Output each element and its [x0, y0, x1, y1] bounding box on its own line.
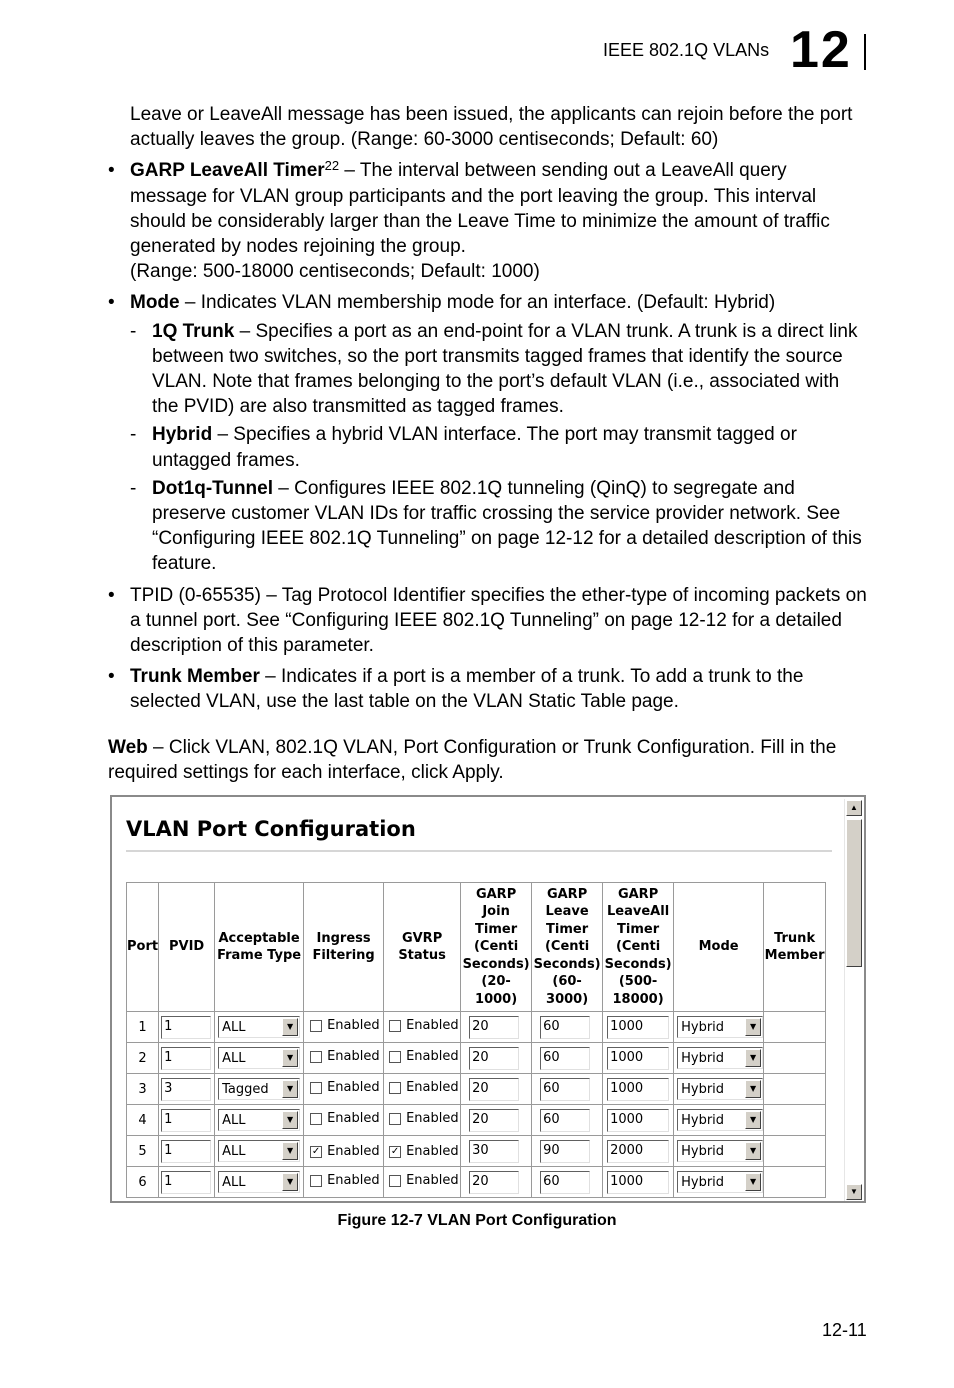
leaveall-timer-input[interactable]: 1000: [607, 1016, 669, 1039]
trunk-member-cell: [764, 1074, 826, 1105]
leaveall-timer-cell: [603, 1012, 674, 1043]
bullet-marker: •: [108, 666, 115, 688]
dash-hybrid: [108, 422, 868, 472]
leaveall-timer-input[interactable]: 2000: [607, 1140, 669, 1163]
checkbox-label: Enabled: [327, 1049, 380, 1065]
gvrp-cell: [384, 1136, 461, 1167]
ingress-cell: [304, 1136, 384, 1167]
col-garp-join-timer: GARP Join Timer (Centi Seconds) (20-1000): [461, 883, 532, 1012]
scroll-thumb[interactable]: [846, 819, 862, 967]
bullet-marker: •: [108, 160, 115, 182]
trunk-member-cell: [764, 1012, 826, 1043]
header-row: [127, 883, 826, 1012]
dropdown-arrow-icon[interactable]: ▼: [282, 1049, 298, 1067]
pvid-cell: [159, 1012, 215, 1043]
mode-cell: [674, 1167, 764, 1198]
body-text: [108, 102, 868, 785]
col-ingress-filtering: Ingress Filtering: [304, 883, 384, 1012]
leaveall-timer-input[interactable]: 1000: [607, 1078, 669, 1101]
leave-timer-input[interactable]: 60: [540, 1016, 590, 1039]
join-timer-cell: [461, 1012, 532, 1043]
dropdown-arrow-icon[interactable]: ▼: [745, 1049, 761, 1067]
checkbox-label: Enabled: [406, 1111, 459, 1127]
pvid-input[interactable]: 1: [161, 1109, 211, 1132]
join-timer-input[interactable]: 30: [469, 1140, 519, 1163]
pvid-input[interactable]: 1: [161, 1171, 211, 1194]
col-garp-leaveall-timer: GARP LeaveAll Timer (Centi Seconds) (500- 18000): [603, 883, 674, 1012]
table-row: [127, 1074, 826, 1105]
dropdown-arrow-icon[interactable]: ▼: [282, 1111, 298, 1129]
leaveall-timer-cell: [603, 1167, 674, 1198]
trunk-member-cell: [764, 1043, 826, 1074]
ingress-filtering-checkbox[interactable]: [310, 1175, 322, 1187]
frame-type-cell: [215, 1012, 304, 1043]
pvid-cell: [159, 1167, 215, 1198]
term: Dot1q-Tunnel: [152, 477, 274, 499]
mode-select[interactable]: Hybrid ▼: [677, 1016, 763, 1038]
dropdown-arrow-icon[interactable]: ▼: [745, 1018, 761, 1036]
bullet-trunk-member: [108, 664, 868, 714]
pvid-cell: [159, 1105, 215, 1136]
mode-select[interactable]: Hybrid ▼: [677, 1171, 763, 1193]
term: GARP LeaveAll Timer: [130, 160, 325, 182]
mode-select[interactable]: Hybrid ▼: [677, 1109, 763, 1131]
vlan-port-configuration-screenshot: [110, 795, 866, 1203]
leaveall-timer-cell: [603, 1105, 674, 1136]
leaveall-timer-cell: [603, 1074, 674, 1105]
gvrp-cell: [384, 1167, 461, 1198]
ingress-filtering-checkbox[interactable]: [310, 1051, 322, 1063]
frame-type-select[interactable]: ALL ▼: [218, 1016, 300, 1038]
frame-type-cell: [215, 1074, 304, 1105]
pvid-cell: [159, 1136, 215, 1167]
col-trunk-member: Trunk Member: [764, 883, 826, 1012]
term: Web: [108, 736, 148, 758]
dropdown-arrow-icon[interactable]: ▼: [745, 1142, 761, 1160]
bullet-marker: •: [108, 292, 115, 314]
leaveall-timer-input[interactable]: 1000: [607, 1171, 669, 1194]
scroll-up-icon[interactable]: ▲: [846, 800, 862, 816]
port-cell: 1: [127, 1012, 159, 1043]
frame-type-cell: [215, 1043, 304, 1074]
footnote-ref: 22: [324, 158, 340, 174]
join-timer-cell: [461, 1074, 532, 1105]
frame-type-cell: [215, 1105, 304, 1136]
dropdown-arrow-icon[interactable]: ▼: [745, 1111, 761, 1129]
join-timer-input[interactable]: 20: [469, 1047, 519, 1070]
ingress-cell: [304, 1012, 384, 1043]
join-timer-cell: [461, 1043, 532, 1074]
gvrp-cell: [384, 1074, 461, 1105]
frame-type-select[interactable]: Tagged ▼: [218, 1078, 300, 1100]
gvrp-status-checkbox[interactable]: [389, 1113, 401, 1125]
dropdown-arrow-icon[interactable]: ▼: [282, 1142, 298, 1160]
pvid-input[interactable]: 1: [161, 1047, 211, 1070]
col-garp-leave-timer: GARP Leave Timer (Centi Seconds) (60-3000): [532, 883, 603, 1012]
leave-timer-input[interactable]: 60: [540, 1109, 590, 1132]
leave-timer-cell: [532, 1043, 603, 1074]
dash-marker: -: [130, 424, 137, 446]
leave-timer-input[interactable]: 90: [540, 1140, 590, 1163]
frame-type-select[interactable]: ALL ▼: [218, 1171, 300, 1193]
checkbox-label: Enabled: [406, 1144, 459, 1160]
description: – Indicates if a port is a member of a trunk. To add a trunk to the selected VLAN, use the last table on the VLAN Static Table page.: [130, 666, 804, 713]
leave-timer-cell: [532, 1136, 603, 1167]
trunk-member-cell: [764, 1167, 826, 1198]
ingress-filtering-checkbox[interactable]: ✓: [311, 1145, 321, 1157]
range: (Range: 500-18000 centiseconds; Default: 1000): [130, 261, 540, 283]
mode-cell: [674, 1074, 764, 1105]
chapter-number: 12: [790, 21, 852, 79]
join-timer-cell: [461, 1136, 532, 1167]
paragraph-continued: Leave or LeaveAll message has been issued, the applicants can rejoin before the port actually leaves the group. (Range: 60-3000 centiseconds; Default: 60): [130, 104, 853, 151]
frame-type-select[interactable]: ALL ▼: [218, 1109, 300, 1131]
join-timer-input[interactable]: 20: [469, 1078, 519, 1101]
leaveall-timer-input[interactable]: 1000: [607, 1047, 669, 1070]
pvid-input[interactable]: 1: [161, 1140, 211, 1163]
gvrp-status-checkbox[interactable]: [389, 1051, 401, 1063]
pvid-input[interactable]: 3: [161, 1078, 211, 1101]
join-timer-input[interactable]: 20: [469, 1171, 519, 1194]
frame-type-select[interactable]: ALL ▼: [218, 1047, 300, 1069]
mode-cell: [674, 1136, 764, 1167]
ingress-filtering-checkbox[interactable]: [310, 1020, 322, 1032]
port-cell: 3: [127, 1074, 159, 1105]
dash-dot1q-tunnel: [108, 476, 868, 577]
table-row: [127, 1136, 826, 1167]
bullet-marker: •: [108, 584, 115, 606]
col-pvid: PVID: [159, 883, 215, 1012]
pvid-cell: [159, 1074, 215, 1105]
leaveall-timer-cell: [603, 1043, 674, 1074]
leave-timer-cell: [532, 1012, 603, 1043]
gvrp-status-checkbox[interactable]: [389, 1082, 401, 1094]
port-cell: 5: [127, 1136, 159, 1167]
trunk-member-cell: [764, 1105, 826, 1136]
mode-cell: [674, 1012, 764, 1043]
table-row: [127, 1012, 826, 1043]
term: Mode: [130, 292, 180, 314]
description: – Indicates VLAN membership mode for an interface. (Default: Hybrid): [179, 292, 776, 314]
frame-type-select[interactable]: ALL ▼: [218, 1140, 300, 1162]
join-timer-input[interactable]: 20: [469, 1016, 519, 1039]
mode-select[interactable]: Hybrid ▼: [677, 1140, 763, 1162]
checkbox-label: Enabled: [406, 1173, 459, 1189]
gvrp-status-checkbox[interactable]: [389, 1175, 401, 1187]
ingress-cell: [304, 1105, 384, 1136]
port-config-table: [126, 882, 826, 1198]
page-number: 12-11: [822, 1320, 867, 1340]
join-timer-cell: [461, 1105, 532, 1136]
checkbox-label: Enabled: [327, 1173, 380, 1189]
pvid-input[interactable]: 1: [161, 1016, 211, 1039]
ingress-filtering-checkbox[interactable]: [310, 1082, 322, 1094]
leaveall-timer-cell: [603, 1136, 674, 1167]
description: – The interval between sending out a LeaveAll query message for VLAN group participants and the port leaving the group. This interval should be considerably larger than the Leave Time to minimize the amount of traffic generated by nodes rejoining the group.: [130, 160, 830, 258]
term: 1Q Trunk: [152, 320, 235, 342]
col-mode: Mode: [674, 883, 764, 1012]
bullet-tpid: [108, 583, 868, 659]
description: – Specifies a port as an end-point for a VLAN trunk. A trunk is a direct link between two switches, so the port transmits tagged frames that identify the source VLAN. Note that frames belonging to the port’s default VLAN (i.e., associated with the PVID) are also transmitted as tagged frames.: [152, 320, 858, 418]
title-divider: [126, 850, 832, 852]
checkbox-label: Enabled: [406, 1080, 459, 1096]
mode-cell: [674, 1043, 764, 1074]
leave-timer-cell: [532, 1074, 603, 1105]
dropdown-arrow-icon[interactable]: ▼: [282, 1018, 298, 1036]
dropdown-arrow-icon[interactable]: ▼: [745, 1173, 761, 1191]
checkbox-label: Enabled: [327, 1080, 380, 1096]
col-port: Port: [127, 883, 159, 1012]
port-cell: 4: [127, 1105, 159, 1136]
table-row: [127, 1105, 826, 1136]
table-row: [127, 1043, 826, 1074]
ingress-cell: [304, 1043, 384, 1074]
term: Trunk Member: [130, 666, 260, 688]
mode-cell: [674, 1105, 764, 1136]
dropdown-arrow-icon[interactable]: ▼: [282, 1080, 298, 1098]
port-cell: 2: [127, 1043, 159, 1074]
dash-1q-trunk: [108, 319, 868, 420]
port-cell: 6: [127, 1167, 159, 1198]
gvrp-cell: [384, 1012, 461, 1043]
leaveall-timer-input[interactable]: 1000: [607, 1109, 669, 1132]
dash-marker: -: [130, 477, 137, 499]
gvrp-cell: [384, 1043, 461, 1074]
screen-title: VLAN Port Configuration: [126, 817, 416, 841]
col-acceptable-frame-type: Acceptable Frame Type: [215, 883, 304, 1012]
dropdown-arrow-icon[interactable]: ▼: [282, 1173, 298, 1191]
leave-timer-cell: [532, 1105, 603, 1136]
frame-type-cell: [215, 1167, 304, 1198]
section-title: IEEE 802.1Q VLANs: [603, 40, 770, 60]
checkbox-label: Enabled: [327, 1144, 380, 1160]
table-row: [127, 1167, 826, 1198]
gvrp-cell: [384, 1105, 461, 1136]
dropdown-arrow-icon[interactable]: ▼: [745, 1080, 761, 1098]
term: Hybrid: [152, 424, 213, 446]
trunk-member-cell: [764, 1136, 826, 1167]
header-rule: [864, 34, 866, 70]
leave-timer-input[interactable]: 60: [540, 1171, 590, 1194]
description: – Click VLAN, 802.1Q VLAN, Port Configuration or Trunk Configuration. Fill in the required settings for each interface, click Apply.: [108, 736, 837, 783]
leave-timer-input[interactable]: 60: [540, 1047, 590, 1070]
gvrp-status-checkbox[interactable]: [389, 1020, 401, 1032]
scroll-down-icon[interactable]: ▼: [846, 1184, 862, 1200]
description: TPID (0-65535) – Tag Protocol Identifier specifies the ether-type of incoming packets on a tunnel port. See “Configuring IEEE 802.1Q Tunneling” on page 12-12 for a detailed description of this parameter.: [130, 584, 867, 657]
join-timer-cell: [461, 1167, 532, 1198]
description: – Specifies a hybrid VLAN interface. The port may transmit tagged or untagged frames.: [152, 424, 797, 471]
checkbox-label: Enabled: [327, 1111, 380, 1127]
ingress-cell: [304, 1167, 384, 1198]
join-timer-input[interactable]: 20: [469, 1109, 519, 1132]
ingress-filtering-checkbox[interactable]: [310, 1113, 322, 1125]
description: – Configures IEEE 802.1Q tunneling (QinQ) to segregate and preserve customer VLAN IDs for traffic crossing the service provider network. See “Configuring IEEE 802.1Q Tunneling” on page 12-12 for a detailed description of this feature.: [152, 477, 862, 575]
pvid-cell: [159, 1043, 215, 1074]
vertical-scrollbar[interactable]: [844, 799, 862, 1201]
bullet-mode: [108, 290, 868, 315]
gvrp-status-checkbox[interactable]: ✓: [390, 1145, 400, 1157]
frame-type-cell: [215, 1136, 304, 1167]
bullet-garp-leaveall: [108, 158, 868, 284]
mode-select[interactable]: Hybrid ▼: [677, 1047, 763, 1069]
mode-select[interactable]: Hybrid ▼: [677, 1078, 763, 1100]
leave-timer-cell: [532, 1167, 603, 1198]
col-gvrp-status: GVRP Status: [384, 883, 461, 1012]
checkbox-label: Enabled: [327, 1018, 380, 1034]
checkbox-label: Enabled: [406, 1049, 459, 1065]
checkbox-label: Enabled: [406, 1018, 459, 1034]
web-instructions: [108, 735, 868, 785]
dash-marker: -: [130, 320, 137, 342]
leave-timer-input[interactable]: 60: [540, 1078, 590, 1101]
ingress-cell: [304, 1074, 384, 1105]
figure-caption: Figure 12-7 VLAN Port Configuration: [337, 1212, 617, 1229]
